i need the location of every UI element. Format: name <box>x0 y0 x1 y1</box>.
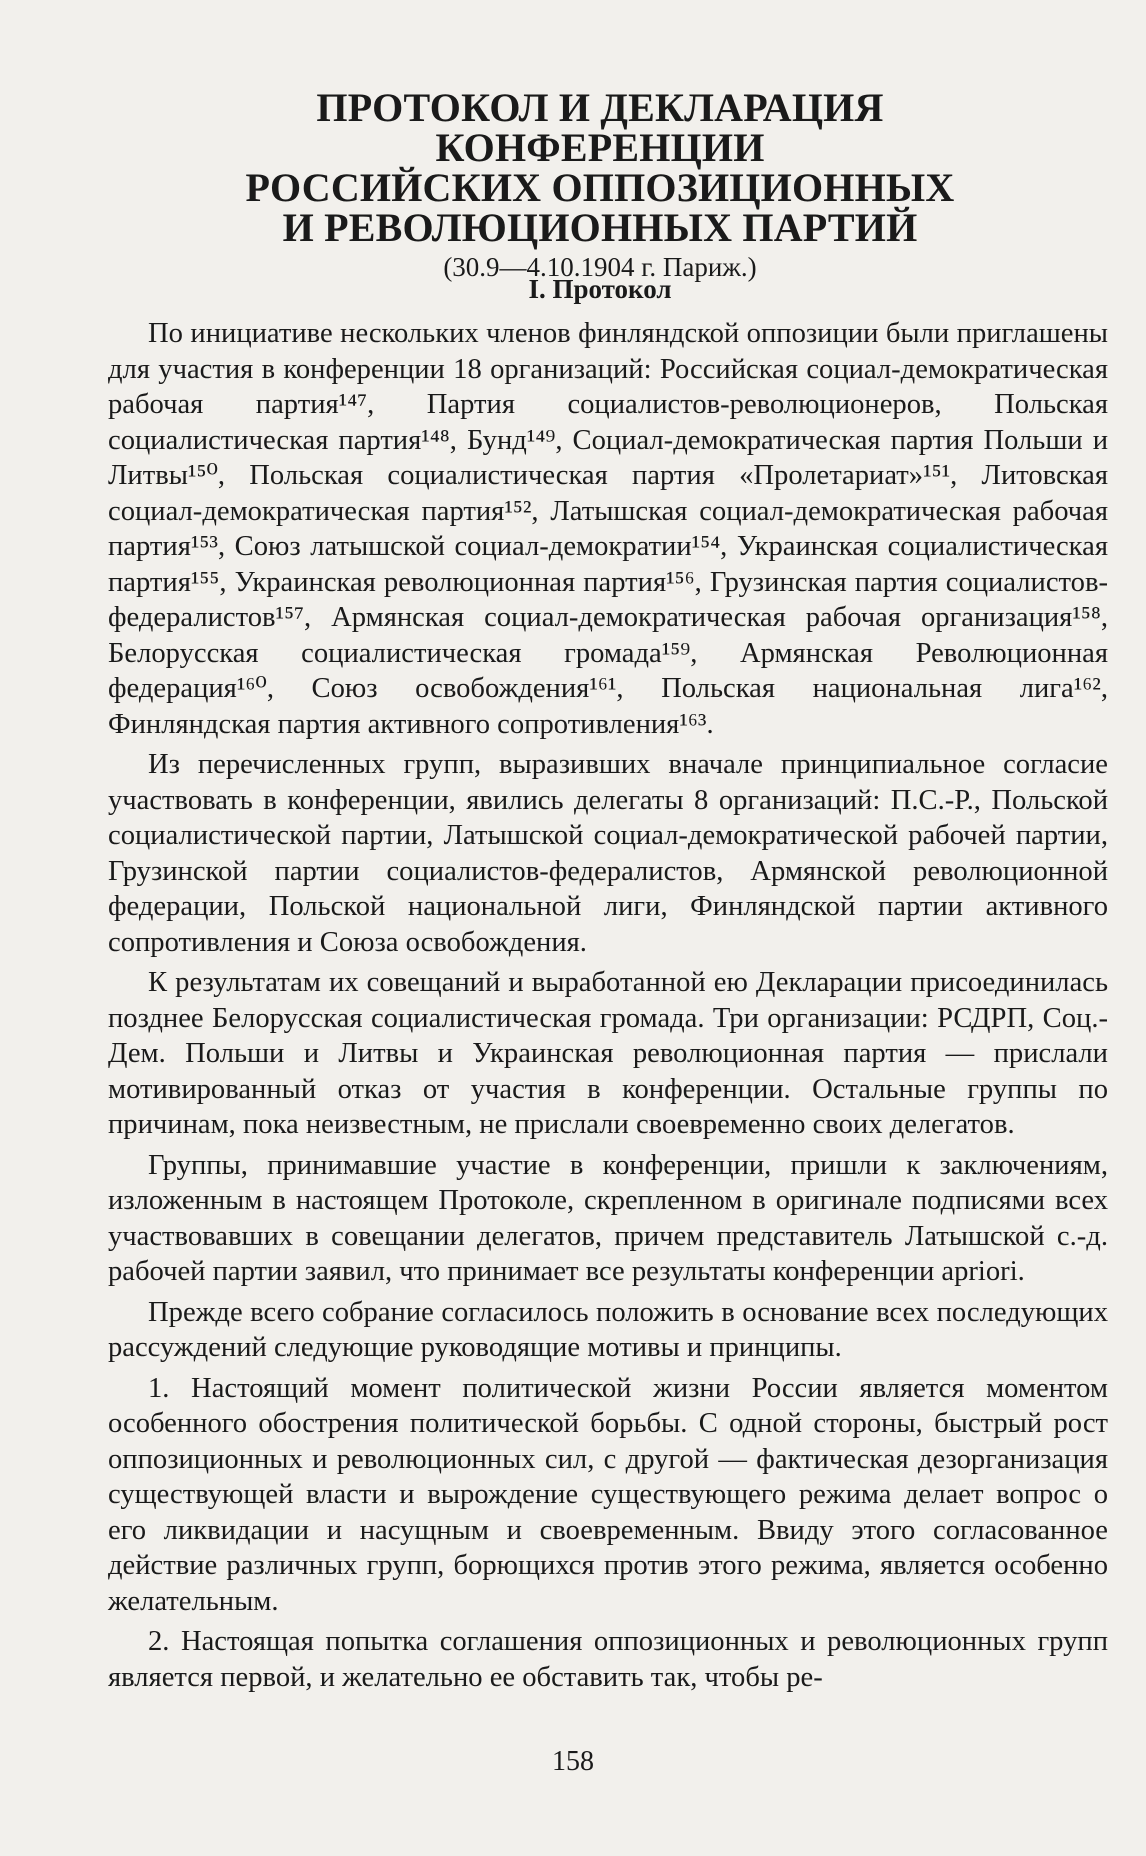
body-text <box>108 316 1108 1700</box>
paragraph: По инициативе нескольких членов финляндской оппозиции были приглашены для участия в конференции 18 организаций: Российская социал-демократическая рабочая партия¹⁴⁷, Партия социалистов-революционеров, Польская социалистическая партия¹⁴⁸, Бунд¹⁴⁹, Социал-демократическая партия Польши и Литвы¹⁵⁰, Польская социалистическая партия «Пролетариат»¹⁵¹, Литовская социал-демократическая партия¹⁵², Латышская социал-демократическая рабочая партия¹⁵³, Союз латышской социал-демократии¹⁵⁴, Украинская социалистическая партия¹⁵⁵, Украинская революционная партия¹⁵⁶, Грузинская партия социалистов-федералистов¹⁵⁷, Армянская социал-демократическая рабочая организация¹⁵⁸, Белорусская социалистическая громада¹⁵⁹, Армянская Революционная федерация¹⁶⁰, Союз освобождения¹⁶¹, Польская национальная лига¹⁶², Финляндская партия активного сопротивления¹⁶³. <box>108 318 1108 740</box>
paragraph: Прежде всего собрание согласилось положить в основание всех последующих рассуждений следующие руководящие мотивы и принципы. <box>108 1296 1108 1363</box>
paragraph: К результатам их совещаний и выработанной ею Декларации присоединилась позднее Белорусская социалистическая громада. Три организации: РСДРП, Соц.-Дем. Польши и Литвы и Украинская революционная партия — прислали мотивированный отказ от участия в конференции. Остальные группы по причинам, пока неизвестным, не прислали своевременно своих делегатов. <box>108 967 1108 1140</box>
title-block <box>160 85 1040 284</box>
date-place: (30.9—4.10.1904 г. Париж.) <box>443 252 757 282</box>
paragraph: Из перечисленных групп, выразивших вначале принципиальное согласие участвовать в конференции, явились делегаты 8 организаций: П.С.-Р., Польской социалистической партии, Латышской социал-демократической рабочей партии, Грузинской партии социалистов-федералистов, Армянской революционной федерации, Польской национальной лиги, Финляндской партии активного сопротивления и Союза освобождения. <box>108 749 1108 958</box>
page-number: 158 <box>552 1746 594 1777</box>
paragraph: Группы, принимавшие участие в конференции, пришли к заключениям, изложенным в настоящем Протоколе, скрепленном в оригинале подписями всех участвовавших в совещании делегатов, причем представитель Латышской с.-д. рабочей партии заявил, что принимает все результаты конференции apriori. <box>108 1149 1108 1287</box>
title-line-2: РОССИЙСКИХ ОППОЗИЦИОННЫХ <box>245 165 955 210</box>
section-heading: I. Протокол <box>528 274 672 304</box>
paragraph: 2. Настоящая попытка соглашения оппозиционных и революционных групп является первой, и желательно ее обставить так, чтобы ре- <box>108 1626 1108 1693</box>
title-line-1: ПРОТОКОЛ И ДЕКЛАРАЦИЯ КОНФЕРЕНЦИИ <box>316 85 884 170</box>
title-line-3: И РЕВОЛЮЦИОННЫХ ПАРТИЙ <box>282 205 918 250</box>
paragraph: 1. Настоящий момент политической жизни России является моментом особенного обострения политической борьбы. С одной стороны, быстрый рост оппозиционных и революционных сил, с другой — фактическая дезорганизация существующей власти и вырождение существующего режима делает вопрос о его ликвидации и насущным и своевременным. Ввиду этого согласованное действие различных групп, борющихся против этого режима, является особенно желательным. <box>108 1372 1108 1617</box>
